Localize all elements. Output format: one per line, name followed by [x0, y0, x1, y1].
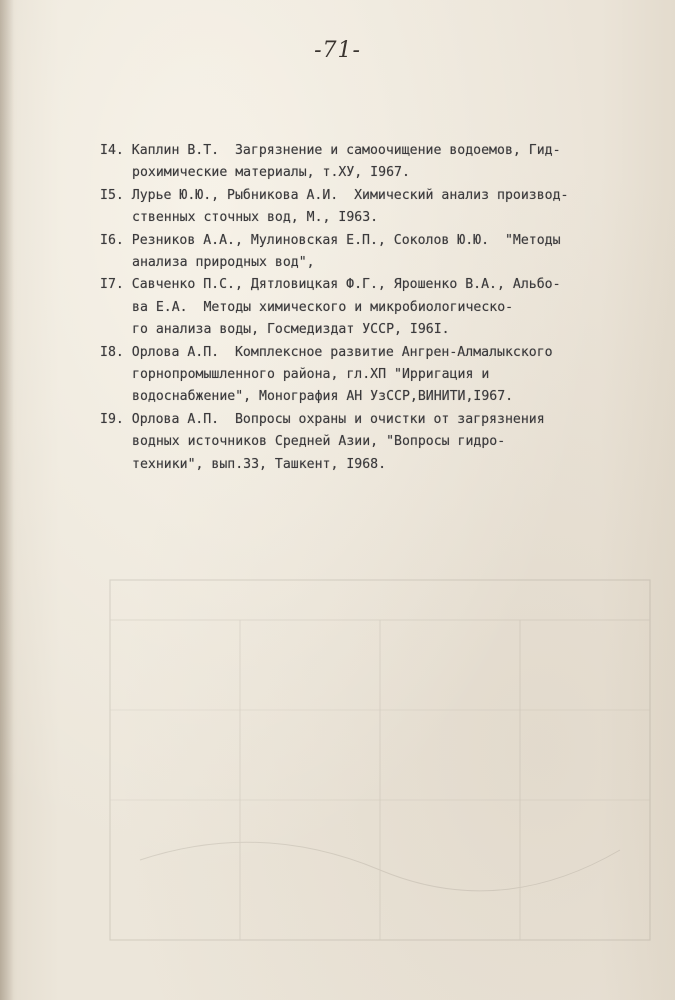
reference-item — [100, 185, 670, 230]
reference-number: I7. — [100, 277, 124, 293]
reference-line: анализа природных вод", — [132, 255, 315, 271]
reference-item — [100, 230, 670, 275]
reference-line — [100, 274, 670, 296]
reference-text: Орлова А.П. Комплексное развитие Ангрен-Алмалыкского — [131, 344, 553, 360]
reference-item — [100, 409, 670, 476]
reference-line: водоснабжение", Монография АН УзССР,ВИНИТИ,I967. — [132, 389, 514, 405]
reference-text: Лурье Ю.Ю., Рыбникова А.И. Химический анализ производ- — [131, 187, 569, 203]
reference-number: I6. — [100, 232, 124, 248]
reference-line: горнопромышленного района, гл.ХП "Ирригация и — [132, 367, 490, 383]
reference-number: I9. — [100, 411, 124, 427]
reference-line — [100, 185, 670, 207]
reference-line — [100, 140, 670, 162]
page-edge-shadow — [0, 0, 14, 1000]
reference-item — [100, 342, 670, 409]
reference-line: го анализа воды, Госмедиздат УССР, I96I. — [132, 322, 450, 338]
reference-line: техники", вып.33, Ташкент, I968. — [132, 456, 387, 472]
reference-number: I8. — [100, 344, 124, 360]
reference-line — [100, 409, 670, 431]
reference-item — [100, 140, 670, 185]
show-through-watermark — [100, 560, 660, 980]
reference-list — [100, 140, 670, 476]
reference-item — [100, 274, 670, 341]
reference-line — [100, 230, 670, 252]
page-number: -71- — [314, 38, 361, 63]
reference-line: водных источников Средней Азии, "Вопросы гидро- — [132, 434, 506, 450]
reference-line: ственных сточных вод, М., I963. — [132, 210, 379, 226]
reference-text: Каплин В.Т. Загрязнение и самоочищение водоемов, Гид- — [131, 143, 561, 158]
reference-line: рохимические материалы, т.ХУ, I967. — [132, 165, 410, 181]
reference-line — [100, 342, 670, 364]
reference-text: Резников А.А., Мулиновская Е.П., Соколов Ю.Ю. "Методы — [131, 232, 561, 248]
reference-number: I5. — [100, 187, 124, 203]
reference-text: Савченко П.С., Дятловицкая Ф.Г., Ярошенко В.А., Альбо- — [131, 277, 561, 293]
reference-line: ва Е.А. Методы химического и микробиологическо- — [132, 299, 514, 315]
reference-text: Орлова А.П. Вопросы охраны и очистки от загрязнения — [131, 411, 545, 427]
reference-number: I4. — [100, 143, 124, 158]
